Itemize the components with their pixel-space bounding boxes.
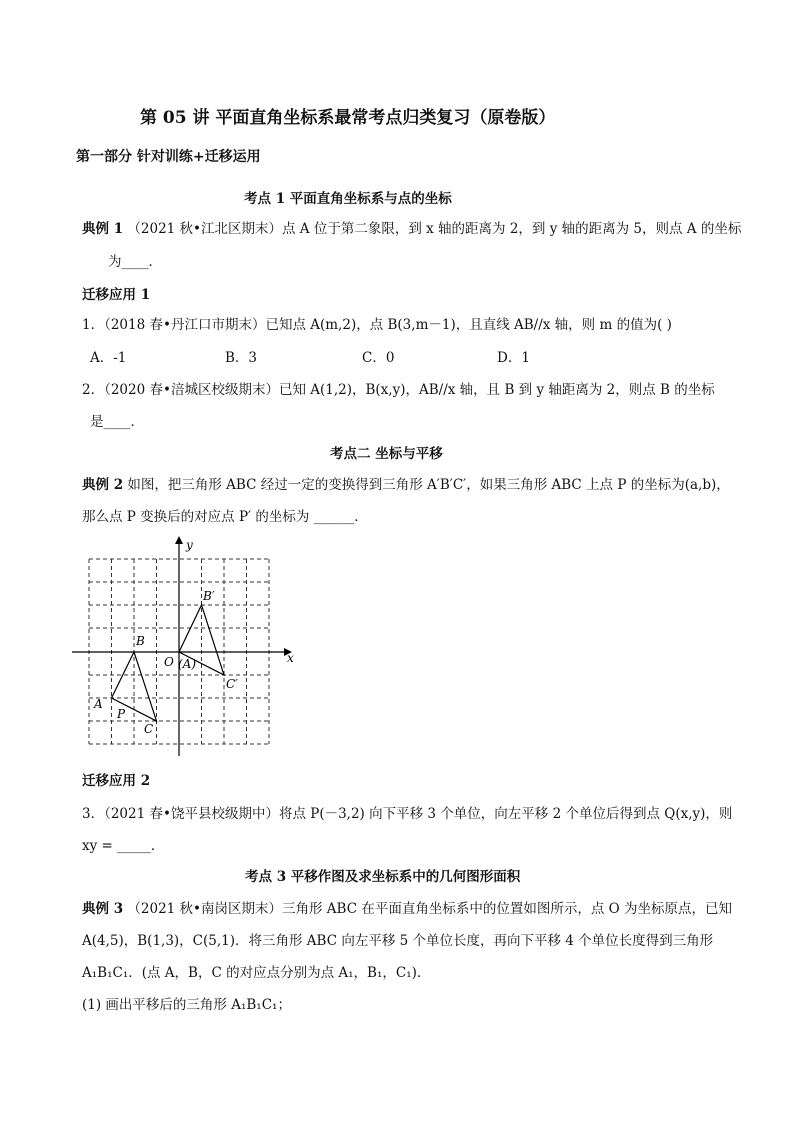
example-3-line2: A(4,5)，B(1,3)，C(5,1)．将三角形 ABC 向左平移 5 个单位长度，再向下平移 4 个单位长度得到三角形 bbox=[82, 933, 714, 949]
question-1-option-a: A．-1 bbox=[90, 350, 127, 366]
coordinate-diagram bbox=[62, 534, 302, 759]
section-heading-3: 考点 3 平移作图及求坐标系中的几何图形面积 bbox=[245, 869, 521, 885]
question-3: 3．（2021 春•饶平县校级期中）将点 P(－3,2) 向下平移 3 个单位，向左平移 2 个单位后得到点 Q(x,y)，则 bbox=[82, 806, 733, 822]
point-b-label: B bbox=[136, 634, 145, 648]
example-1-text: （2021 秋•江北区期末）点 A 位于第二象限，到 x 轴的距离为 2，到 y 轴的距离为 5，则点 A 的坐标 bbox=[127, 221, 742, 237]
example-2-label: 典例 2 bbox=[82, 477, 124, 493]
y-axis-arrow bbox=[175, 536, 183, 544]
section-heading-1: 考点 1 平面直角坐标系与点的坐标 bbox=[244, 191, 452, 207]
example-2 bbox=[82, 473, 730, 493]
part-heading: 第一部分 针对训练+迁移运用 bbox=[76, 149, 261, 165]
question-2-line2: 是____． bbox=[90, 414, 144, 430]
y-axis-label: y bbox=[186, 538, 193, 552]
example-3-sub1: (1) 画出平移后的三角形 A₁B₁C₁； bbox=[82, 997, 291, 1013]
example-3-line3: A₁B₁C₁．(点 A，B，C 的对应点分别为点 A₁，B₁，C₁)． bbox=[82, 965, 431, 981]
point-b-prime-label: B′ bbox=[203, 589, 215, 603]
page-title: 第 05 讲 平面直角坐标系最常考点归类复习（原卷版） bbox=[140, 108, 556, 128]
origin-label: O bbox=[164, 655, 174, 669]
question-3-line2: xy = _____． bbox=[82, 838, 165, 854]
example-1-line2: 为____． bbox=[108, 254, 162, 270]
example-1 bbox=[82, 217, 741, 237]
example-2-line2: 那么点 P 变换后的对应点 P′ 的坐标为 ______． bbox=[82, 509, 368, 525]
question-1-option-d: D．1 bbox=[497, 350, 530, 366]
example-3-text: （2021 秋•南岗区期末）三角形 ABC 在平面直角坐标系中的位置如图所示，点 O 为坐标原点，已知 bbox=[127, 901, 732, 917]
question-1: 1．（2018 春•丹江口市期末）已知点 A(m,2)，点 B(3,m－1)，且直线 AB//x 轴，则 m 的值为( ) bbox=[82, 317, 672, 333]
transfer-heading-1: 迁移应用 1 bbox=[82, 287, 151, 303]
question-1-option-c: C．0 bbox=[362, 350, 395, 366]
example-3-label: 典例 3 bbox=[82, 901, 124, 917]
question-1-option-b: B．3 bbox=[225, 350, 258, 366]
example-1-label: 典例 1 bbox=[82, 221, 124, 237]
point-a-label: A bbox=[94, 697, 103, 711]
point-c-label: C bbox=[144, 722, 154, 736]
example-3 bbox=[82, 897, 732, 917]
transfer-heading-2: 迁移应用 2 bbox=[82, 773, 151, 789]
point-p-label: P bbox=[117, 707, 126, 721]
point-a-prime-label: (A) bbox=[178, 657, 197, 671]
question-2: 2．（2020 春•涪城区校级期末）已知 A(1,2)，B(x,y)，AB//x 轴，且 B 到 y 轴距离为 2，则点 B 的坐标 bbox=[82, 382, 715, 398]
example-2-text: 如图，把三角形 ABC 经过一定的变换得到三角形 A′B′C′，如果三角形 ABC 上点 P 的坐标为(a,b)， bbox=[127, 477, 730, 493]
x-axis-label: x bbox=[287, 651, 294, 665]
point-c-prime-label: C′ bbox=[226, 677, 238, 691]
section-heading-2: 考点二 坐标与平移 bbox=[330, 446, 443, 462]
